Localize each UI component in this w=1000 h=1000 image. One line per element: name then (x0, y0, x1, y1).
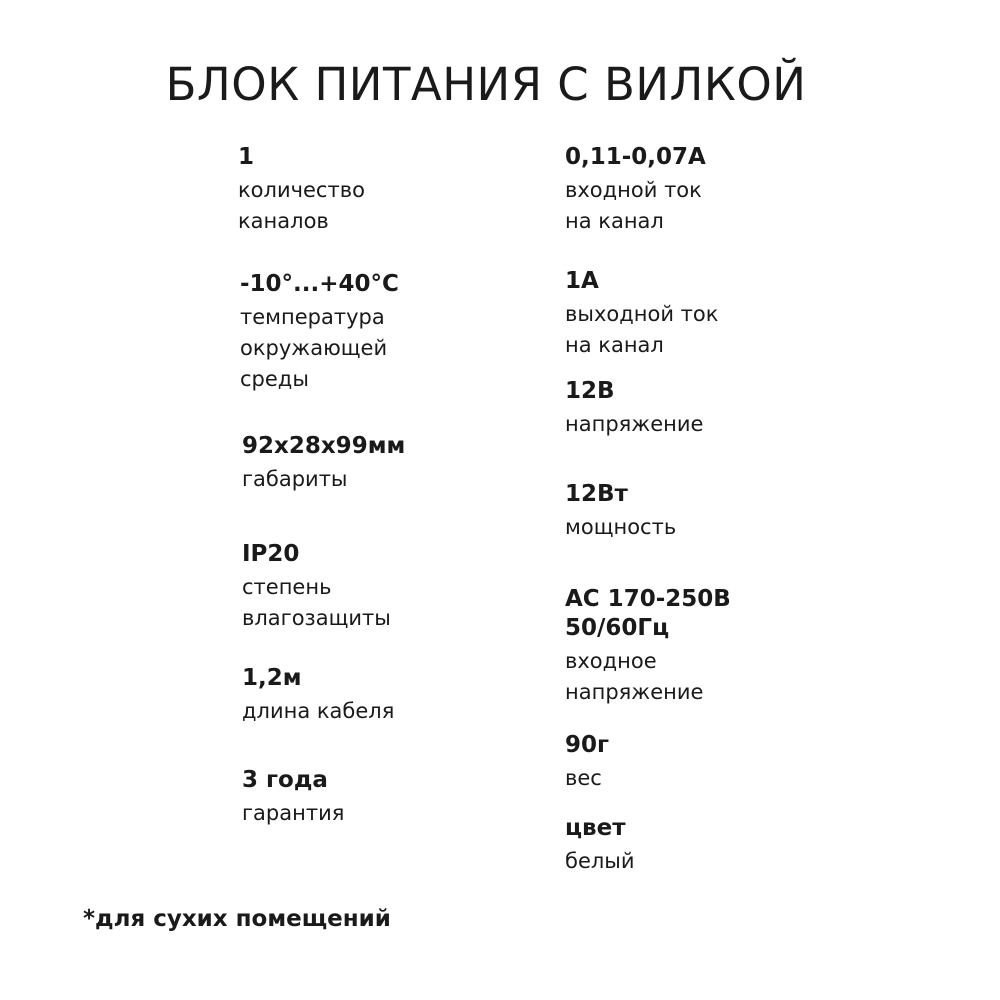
spec-temperature (240, 270, 399, 395)
spec-power (565, 480, 676, 543)
spec-cable-length (242, 664, 394, 727)
spec-channels (238, 143, 365, 237)
footnote: *для сухих помещений (83, 906, 391, 932)
spec-ingress-protection (242, 540, 391, 634)
spec-value: 92х28х99мм (242, 433, 406, 459)
spec-input-current (565, 143, 706, 237)
spec-output-current (565, 267, 718, 361)
spec-label: напряжение (565, 412, 704, 436)
spec-value: AC 170-250В 50/60Гц (565, 586, 731, 641)
spec-label: количество каналов (238, 178, 365, 233)
spec-label: мощность (565, 515, 677, 539)
spec-label: выходной ток на канал (565, 302, 719, 357)
spec-label: белый (565, 849, 635, 873)
spec-value: 1,2м (242, 665, 302, 691)
spec-value: 12В (565, 378, 615, 404)
spec-value: IP20 (242, 541, 300, 567)
spec-value: 0,11-0,07А (565, 144, 706, 170)
spec-dimensions (242, 432, 405, 495)
spec-value: 3 года (242, 767, 328, 793)
spec-label: гарантия (242, 801, 345, 825)
spec-weight (565, 731, 609, 794)
spec-warranty (242, 766, 344, 829)
spec-value: цвет (565, 815, 626, 841)
spec-value: 1 (238, 144, 255, 170)
spec-voltage (565, 377, 703, 440)
spec-label: габариты (242, 467, 348, 491)
spec-label: температура окружающей среды (240, 305, 388, 391)
spec-label: степень влагозащиты (242, 575, 391, 630)
spec-value: 90г (565, 732, 610, 758)
spec-label: входное напряжение (565, 649, 704, 704)
page-title: БЛОК ПИТАНИЯ С ВИЛКОЙ (165, 58, 807, 111)
spec-color (565, 814, 635, 877)
spec-label: входной ток на канал (565, 178, 702, 233)
spec-input-voltage (565, 585, 731, 708)
spec-label: вес (565, 766, 602, 790)
spec-value: 12Вт (565, 481, 628, 507)
spec-value: 1А (565, 268, 599, 294)
spec-value: -10°...+40°C (240, 271, 399, 297)
spec-label: длина кабеля (242, 699, 395, 723)
